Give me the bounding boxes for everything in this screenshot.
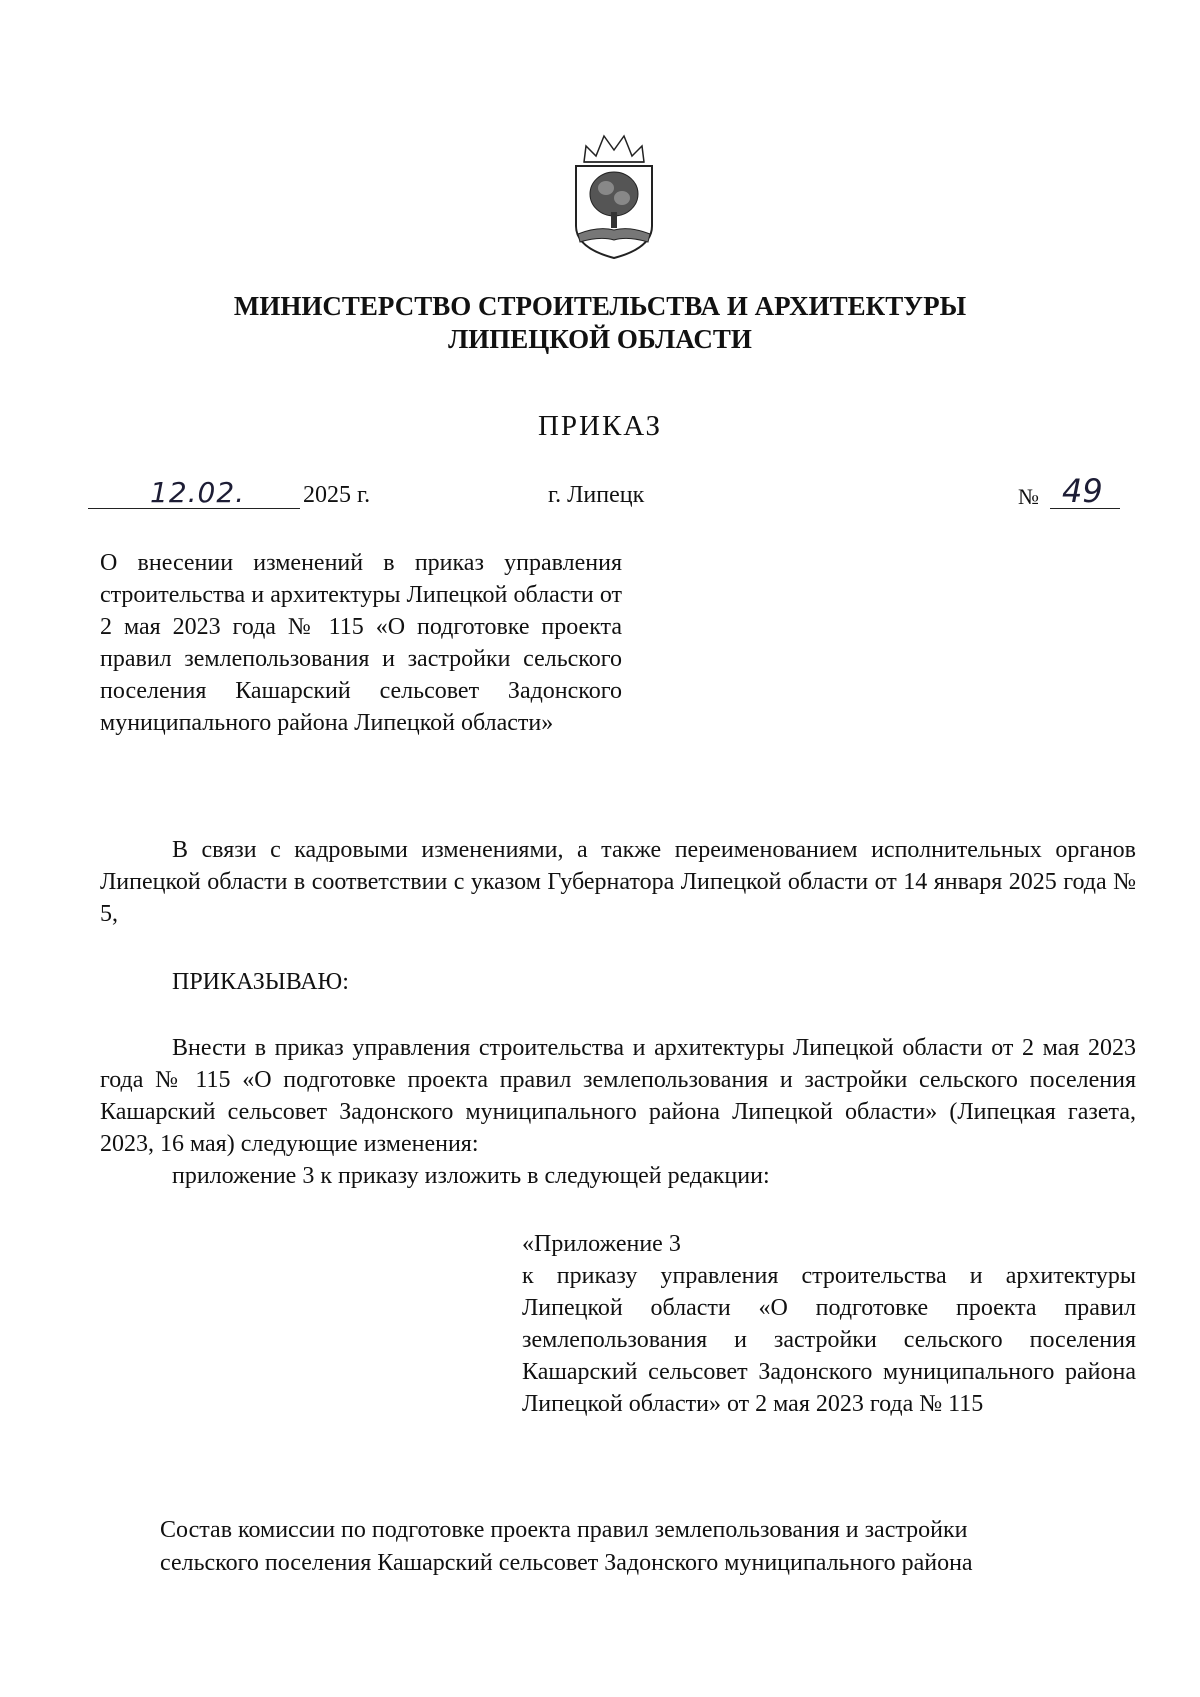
order-number-handwritten: 49 [1062, 472, 1103, 510]
order-date-handwritten: 12.02. [150, 476, 246, 509]
order-meta-row [0, 472, 1200, 522]
amendment-paragraph: Внести в приказ управления строительства и архитектуры Липецкой области от 2 мая 2023 года № 115 «О подготовке проекта правил землепользования и застройки сельского поселения Кашарский сельсовет Задонского муниципального района Липецкой области» (Липецкая газета, 2023, 16 мая) следующие изменения: [100, 1035, 1136, 1157]
order-title: ПРИКАЗ [537, 410, 663, 442]
ministry-name-line1: МИНИСТЕРСТВО СТРОИТЕЛЬСТВА И АРХИТЕКТУРЫ [233, 291, 967, 321]
composition-line2: сельского поселения Кашарский сельсовет Задонского муниципального района [160, 1550, 973, 1576]
preamble-paragraph: В связи с кадровыми изменениями, а также переименованием исполнительных органов Липецкой области в соответствии с указом Губернатора Липецкой области от 14 января 2025 года № 5, [100, 837, 1136, 927]
commission-composition-heading [160, 1514, 1140, 1580]
number-sign: № [1018, 484, 1039, 509]
order-word: ПРИКАЗЫВАЮ: [172, 969, 349, 995]
ministry-name-line2: ЛИПЕЦКОЙ ОБЛАСТИ [448, 324, 752, 354]
order-city: г. Липецк [548, 482, 645, 508]
ministry-name [150, 290, 1050, 356]
composition-line1: Состав комиссии по подготовке проекта правил землепользования и застройки [160, 1517, 968, 1543]
annex-instruction: приложение 3 к приказу изложить в следующей редакции: [172, 1163, 770, 1189]
appendix-title: «Приложение 3 [522, 1231, 681, 1257]
order-year: 2025 г. [303, 482, 371, 508]
appendix-block [522, 1228, 1136, 1420]
order-subject: О внесении изменений в приказ управления строительства и архитектуры Липецкой области от 2 мая 2023 года № 115 «О подготовке проекта правил землепользования и застройки сельского поселения Кашарский сельсовет Задонского муниципального района Липецкой области» [100, 550, 622, 736]
lipetsk-coat-of-arms-icon [568, 126, 660, 261]
appendix-text: к приказу управления строительства и архитектуры Липецкой области «О подготовке проекта правил землепользования и застройки сельского поселения Кашарский сельсовет Задонского муниципального района Липецкой области» от 2 мая 2023 года № 115 [522, 1263, 1136, 1417]
